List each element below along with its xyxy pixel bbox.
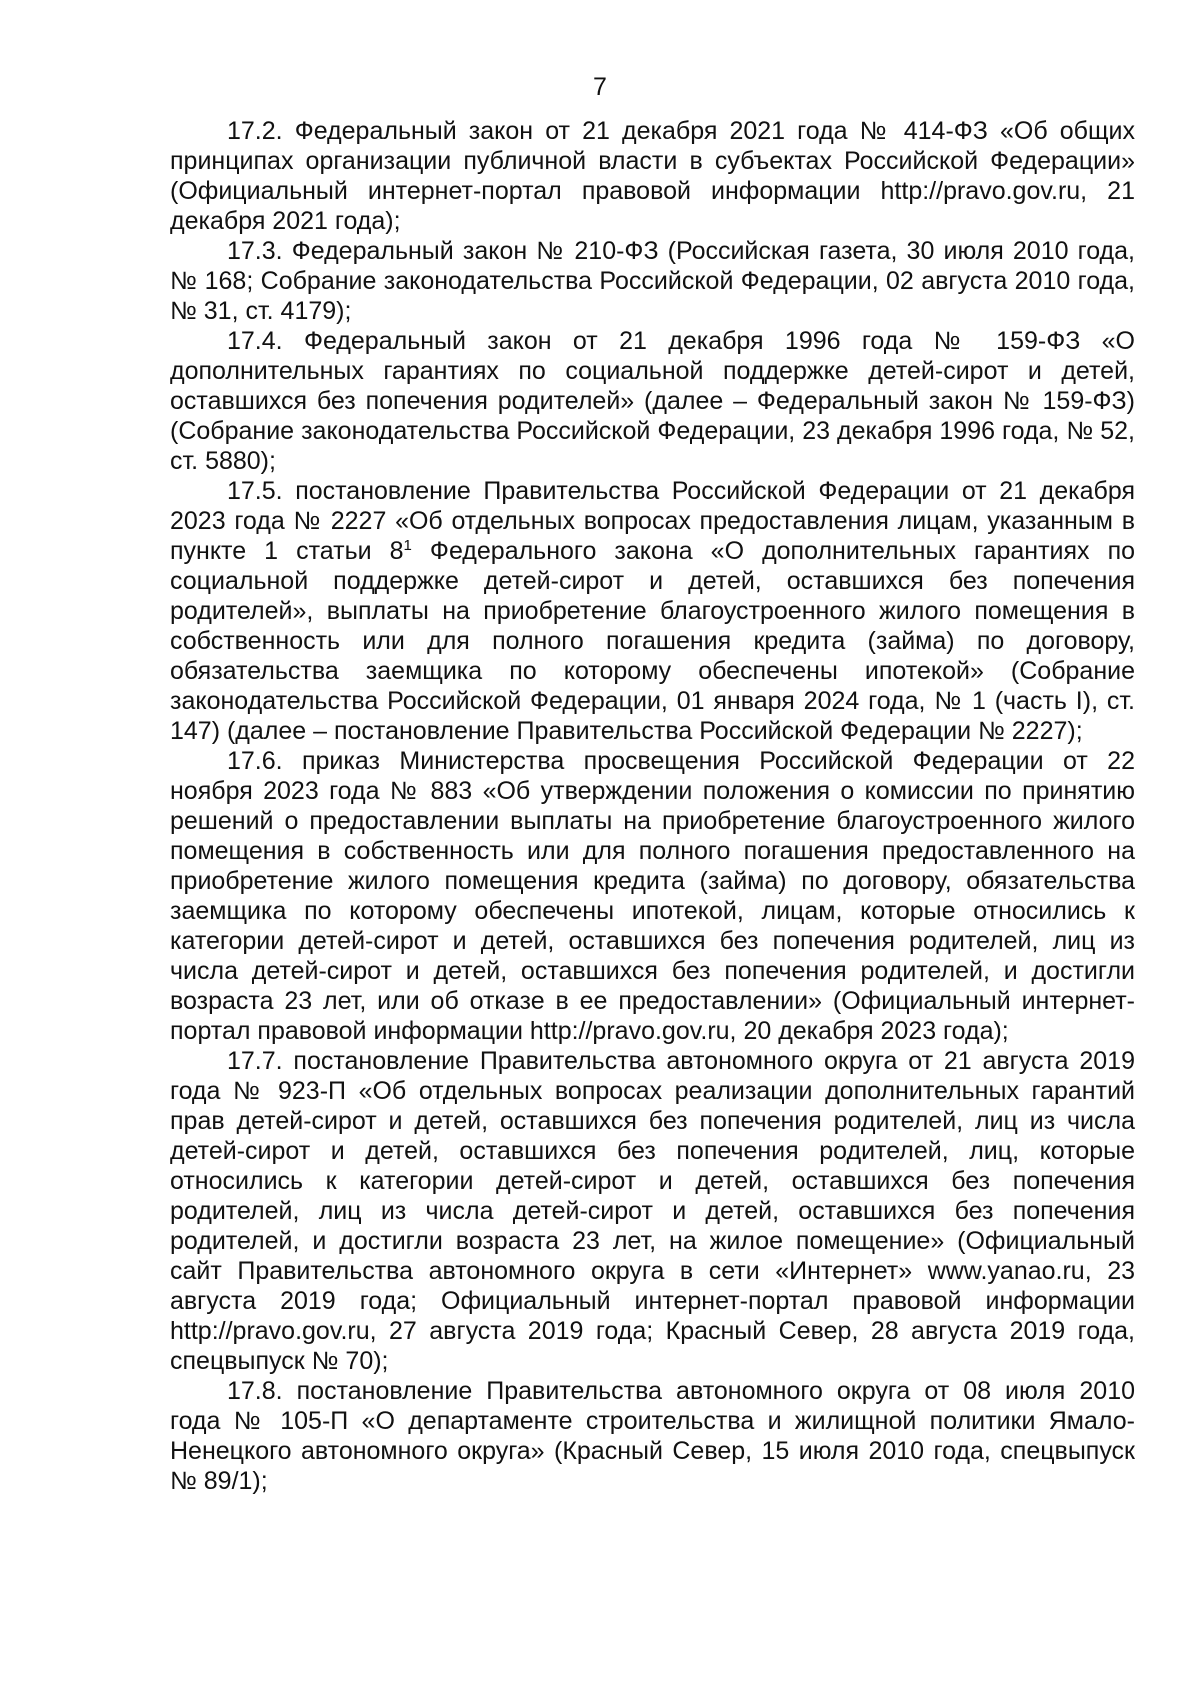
article-superscript: 1 — [403, 537, 412, 554]
paragraph-17-5-text-start: 17.5. постановление Правительства Российской Федерации от 21 декабря 2023 года № 2227 «Об отдельных вопросах предоставления лицам, указанным в пункте 1 статьи 8 — [170, 477, 1135, 565]
paragraph-17-3: 17.3. Федеральный закон № 210-ФЗ (Российская газета, 30 июля 2010 года, № 168; Собрание законодательства Российской Федерации, 02 августа 2010 года, № 31, ст. 4179); — [170, 237, 1135, 325]
paragraph-17-7: 17.7. постановление Правительства автономного округа от 21 августа 2019 года № 923-П «Об отдельных вопросах реализации дополнительных гарантий прав детей-сирот и детей, оставшихся без попечения родителей, лиц из числа детей-сирот и детей, оставшихся без попечения родителей, лиц, которые относились к категории детей-сирот и детей, оставшихся без попечения родителей, лиц из числа детей-сирот и детей, оставшихся без попечения родителей, и достигли возраста 23 лет, на жилое помещение» (Официальный сайт Правительства автономного округа в сети «Интернет» www.yanao.ru, 23 августа 2019 года; Официальный интернет-портал правовой информации http://pravo.gov.ru, 27 августа 2019 года; Красный Север, 28 августа 2019 года, спецвыпуск № 70); — [170, 1047, 1135, 1375]
paragraph-17-8: 17.8. постановление Правительства автономного округа от 08 июля 2010 года № 105-П «О департаменте строительства и жилищной политики Ямало-Ненецкого автономного округа» (Красный Север, 15 июля 2010 года, спецвыпуск № 89/1); — [170, 1377, 1135, 1495]
paragraph-17-5-text-end: Федерального закона «О дополнительных гарантиях по социальной поддержке детей-сирот и детей, оставшихся без попечения родителей», выплаты на приобретение благоустроенного жилого помещения в собственность или для полного погашения кредита (займа) по договору, обязательства заемщика по которому обеспечены ипотекой» (Собрание законодательства Российской Федерации, 01 января 2024 года, № 1 (часть I), ст. 147) (далее – постановление Правительства Российской Федерации № 2227); — [170, 537, 1136, 745]
paragraph-17-4: 17.4. Федеральный закон от 21 декабря 1996 года № 159-ФЗ «О дополнительных гарантиях по социальной поддержке детей-сирот и детей, оставшихся без попечения родителей» (далее – Федеральный закон № 159-ФЗ) (Собрание законодательства Российской Федерации, 23 декабря 1996 года, № 52, ст. 5880); — [170, 327, 1135, 475]
paragraph-17-2: 17.2. Федеральный закон от 21 декабря 2021 года № 414-ФЗ «Об общих принципах организации публичной власти в субъектах Российской Федерации» (Официальный интернет-портал правовой информации http://pravo.gov.ru, 21 декабря 2021 года); — [170, 117, 1135, 235]
paragraph-17-5 — [170, 476, 1135, 746]
document-body — [170, 116, 1135, 1496]
paragraph-17-6: 17.6. приказ Министерства просвещения Российской Федерации от 22 ноября 2023 года № 883 «Об утверждении положения о комиссии по принятию решений о предоставлении выплаты на приобретение благоустроенного жилого помещения в собственность или для полного погашения предоставленного на приобретение жилого помещения кредита (займа) по договору, обязательства заемщика по которому обеспечены ипотекой, лицам, которые относились к категории детей-сирот и детей, оставшихся без попечения родителей, лиц из числа детей-сирот и детей, оставшихся без попечения родителей, и достигли возраста 23 лет, или об отказе в ее предоставлении» (Официальный интернет-портал правовой информации http://pravo.gov.ru, 20 декабря 2023 года); — [170, 747, 1135, 1045]
page-number: 7 — [593, 73, 607, 101]
